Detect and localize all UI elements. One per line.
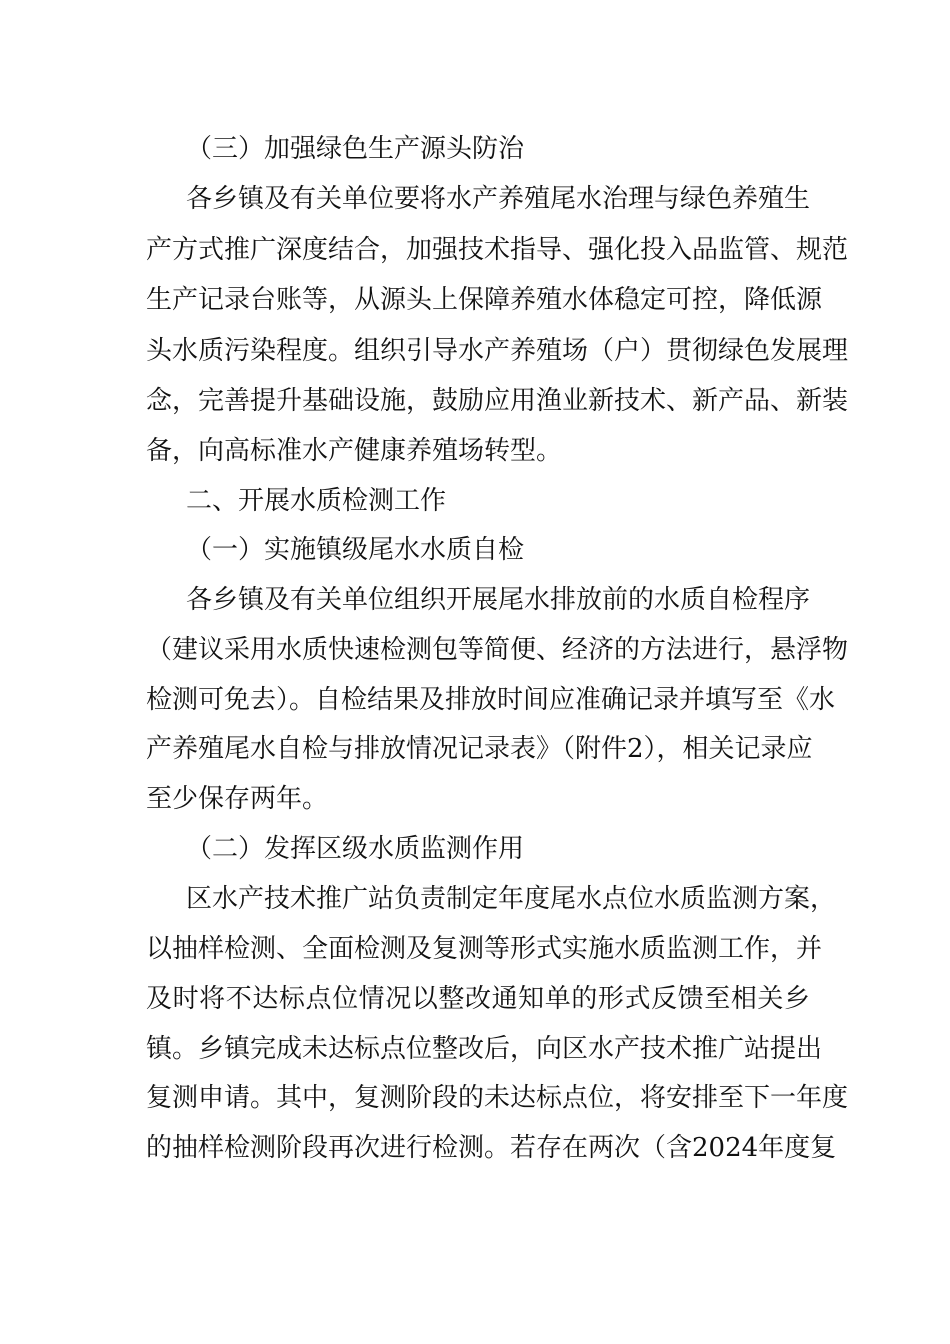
- paragraph-line: 生产记录台账等，从源头上保障养殖水体稳定可控，降低源: [146, 285, 823, 315]
- paragraph-line: 以抽样检测、全面检测及复测等形式实施水质监测工作，并: [146, 934, 823, 964]
- section-heading-water-testing: 二、开展水质检测工作: [186, 486, 447, 516]
- section-heading-green-production: （三）加强绿色生产源头防治: [186, 134, 525, 164]
- paragraph-line: 镇。乡镇完成未达标点位整改后，向区水产技术推广站提出: [146, 1034, 823, 1064]
- paragraph-line: 复测申请。其中，复测阶段的未达标点位，将安排至下一年度: [146, 1083, 849, 1113]
- paragraph-line: 产方式推广深度结合，加强技术指导、强化投入品监管、规范: [146, 235, 849, 265]
- paragraph-line: 产养殖尾水自检与排放情况记录表》（附件2），相关记录应: [146, 734, 813, 764]
- paragraph-line: 的抽样检测阶段再次进行检测。若存在两次（含2024年度复: [146, 1133, 837, 1163]
- paragraph-line: 区水产技术推广站负责制定年度尾水点位水质监测方案，: [186, 884, 837, 914]
- paragraph-line: 各乡镇及有关单位组织开展尾水排放前的水质自检程序: [186, 585, 811, 615]
- paragraph-line: 各乡镇及有关单位要将水产养殖尾水治理与绿色养殖生: [186, 184, 811, 214]
- section-heading-district-monitoring: （二）发挥区级水质监测作用: [186, 834, 525, 864]
- paragraph-line: 备，向高标准水产健康养殖场转型。: [146, 436, 563, 466]
- paragraph-line: 检测可免去）。自检结果及排放时间应准确记录并填写至《水: [146, 685, 836, 715]
- paragraph-line: 及时将不达标点位情况以整改通知单的形式反馈至相关乡: [146, 984, 810, 1014]
- section-heading-town-selftest: （一）实施镇级尾水水质自检: [186, 535, 525, 565]
- paragraph-line: （建议采用水质快速检测包等简便、经济的方法进行，悬浮物: [146, 635, 849, 665]
- paragraph-line: 至少保存两年。: [146, 784, 329, 814]
- paragraph-line: 念，完善提升基础设施，鼓励应用渔业新技术、新产品、新装: [146, 386, 849, 416]
- paragraph-line: 头水质污染程度。组织引导水产养殖场（户）贯彻绿色发展理: [146, 336, 849, 366]
